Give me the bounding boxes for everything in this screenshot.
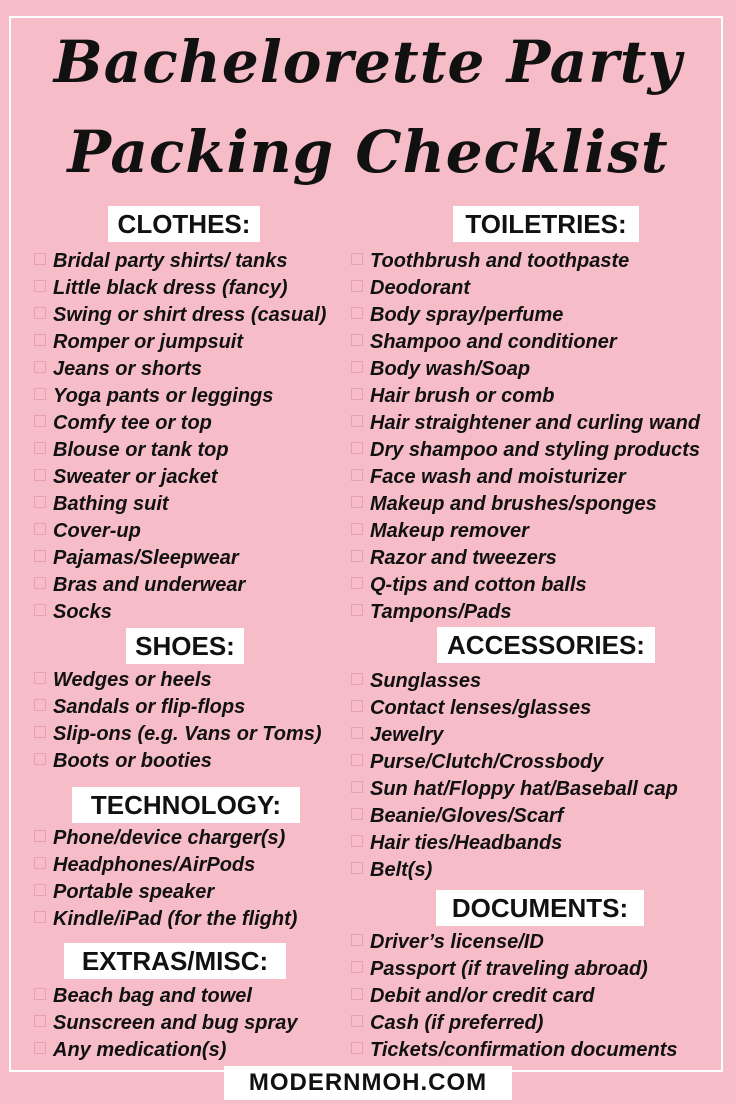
checklist-item[interactable] — [351, 983, 677, 1010]
checklist-item-label: Body wash/Soap — [370, 358, 531, 380]
checklist-item-label: Face wash and moisturizer — [370, 466, 626, 488]
checklist-item[interactable] — [351, 329, 700, 356]
checklist-item-label: Debit and/or credit card — [370, 985, 595, 1007]
checklist-item[interactable] — [351, 356, 700, 383]
checkbox[interactable] — [351, 1042, 363, 1054]
checkbox[interactable] — [34, 884, 46, 896]
checklist-item-label: Makeup and brushes/sponges — [370, 493, 657, 515]
checklist-item[interactable] — [34, 748, 322, 775]
checklist-item[interactable] — [34, 302, 326, 329]
checklist-item[interactable] — [34, 545, 326, 572]
checklist-item[interactable] — [34, 983, 298, 1010]
checklist-item[interactable] — [351, 749, 678, 776]
title-line-2: Packing Checklist — [67, 118, 669, 186]
checklist-item[interactable] — [351, 518, 700, 545]
checklist-item-label: Toothbrush and toothpaste — [370, 250, 630, 272]
checklist-item-label: Tampons/Pads — [370, 601, 512, 623]
checkbox[interactable] — [351, 727, 363, 739]
checklist-item[interactable] — [34, 383, 326, 410]
checklist-item-label: Bras and underwear — [53, 574, 246, 596]
checkbox[interactable] — [351, 862, 363, 874]
checkbox[interactable] — [34, 830, 46, 842]
checklist-item[interactable] — [351, 302, 700, 329]
checklist-item[interactable] — [34, 879, 297, 906]
checklist-item-label: Driver’s license/ID — [370, 931, 544, 953]
title-line-1: Bachelorette Party — [53, 28, 683, 96]
checkbox[interactable] — [351, 550, 363, 562]
checkbox[interactable] — [34, 334, 46, 346]
checkbox[interactable] — [34, 496, 46, 508]
checklist-item-label: Sweater or jacket — [53, 466, 218, 488]
checklist-item-label: Cover-up — [53, 520, 141, 542]
checklist-item[interactable] — [34, 275, 326, 302]
checklist-item-label: Socks — [53, 601, 112, 623]
checklist-item-label: Q-tips and cotton balls — [370, 574, 587, 596]
checkbox[interactable] — [34, 672, 46, 684]
checklist-item-label: Wedges or heels — [53, 669, 212, 691]
checklist-item-label: Body spray/perfume — [370, 304, 564, 326]
checklist-item[interactable] — [351, 1037, 677, 1064]
checklist-item-label: Shampoo and conditioner — [370, 331, 617, 353]
checklist-item-label: Beach bag and towel — [53, 985, 252, 1007]
checklist-item[interactable] — [34, 248, 326, 275]
checklist-item[interactable] — [351, 776, 678, 803]
checklist-item[interactable] — [351, 857, 678, 884]
checkbox[interactable] — [34, 604, 46, 616]
checklist-item-label: Jeans or shorts — [53, 358, 202, 380]
checkbox[interactable] — [34, 726, 46, 738]
checklist-item[interactable] — [34, 694, 322, 721]
checkbox[interactable] — [34, 253, 46, 265]
checklist-item[interactable] — [34, 721, 322, 748]
checklist-item-label: Romper or jumpsuit — [53, 331, 244, 353]
checklist-item-label: Portable speaker — [53, 881, 215, 903]
documents-heading: DOCUMENTS: — [436, 890, 644, 926]
checklist-item-label: Yoga pants or leggings — [53, 385, 274, 407]
checklist-item-label: Razor and tweezers — [370, 547, 557, 569]
checklist-item[interactable] — [351, 572, 700, 599]
checklist-item[interactable] — [34, 599, 326, 626]
checklist-item-label: Purse/Clutch/Crossbody — [370, 751, 604, 773]
checklist-item[interactable] — [34, 852, 297, 879]
checklist-item-label: Phone/device charger(s) — [53, 827, 286, 849]
checkbox[interactable] — [351, 1015, 363, 1027]
checklist-item-label: Cash (if preferred) — [370, 1012, 544, 1034]
checklist-item-label: Slip-ons (e.g. Vans or Toms) — [53, 723, 322, 745]
checklist-item-label: Bathing suit — [53, 493, 169, 515]
checkbox[interactable] — [34, 469, 46, 481]
checkbox[interactable] — [34, 280, 46, 292]
checkbox[interactable] — [351, 604, 363, 616]
checkbox[interactable] — [351, 334, 363, 346]
checklist-item-label: Sunglasses — [370, 670, 482, 692]
extras-list — [34, 983, 298, 1064]
footer-url: MODERNMOH.COM — [224, 1066, 512, 1100]
checkbox[interactable] — [351, 988, 363, 1000]
checklist-item-label: Boots or booties — [53, 750, 212, 772]
checkbox[interactable] — [34, 911, 46, 923]
checklist-item[interactable] — [351, 695, 678, 722]
checkbox[interactable] — [351, 754, 363, 766]
toiletries-heading: TOILETRIES: — [453, 206, 639, 242]
checklist-item-label: Jewelry — [370, 724, 444, 746]
checklist-item[interactable] — [34, 410, 326, 437]
checkbox[interactable] — [351, 307, 363, 319]
checklist-item-label: Beanie/Gloves/Scarf — [370, 805, 564, 827]
checklist-item-label: Any medication(s) — [53, 1039, 227, 1061]
checkbox[interactable] — [351, 808, 363, 820]
checklist-item[interactable] — [351, 410, 700, 437]
checklist-item[interactable] — [351, 929, 677, 956]
checklist-item[interactable] — [351, 668, 678, 695]
checkbox[interactable] — [34, 307, 46, 319]
checklist-item-label: Bridal party shirts/ tanks — [53, 250, 288, 272]
checklist-item-label: Little black dress (fancy) — [53, 277, 288, 299]
checklist-item[interactable] — [351, 491, 700, 518]
checkbox[interactable] — [351, 577, 363, 589]
clothes-list — [34, 248, 326, 626]
checklist-item-label: Blouse or tank top — [53, 439, 229, 461]
checkbox[interactable] — [351, 781, 363, 793]
checklist-item[interactable] — [34, 667, 322, 694]
checkbox[interactable] — [351, 835, 363, 847]
checkbox[interactable] — [34, 361, 46, 373]
checkbox[interactable] — [351, 496, 363, 508]
checkbox[interactable] — [34, 550, 46, 562]
checklist-item-label: Swing or shirt dress (casual) — [53, 304, 327, 326]
checklist-item-label: Comfy tee or top — [53, 412, 212, 434]
checklist-item-label: Sun hat/Floppy hat/Baseball cap — [370, 778, 678, 800]
checkbox[interactable] — [351, 469, 363, 481]
checkbox[interactable] — [34, 857, 46, 869]
checkbox[interactable] — [351, 700, 363, 712]
checklist-item[interactable] — [34, 825, 297, 852]
checkbox[interactable] — [34, 415, 46, 427]
checklist-item-label: Tickets/confirmation documents — [370, 1039, 678, 1061]
checklist-item-label: Hair straightener and curling wand — [370, 412, 701, 434]
clothes-heading: CLOTHES: — [108, 206, 260, 242]
checkbox[interactable] — [351, 388, 363, 400]
shoes-heading: SHOES: — [126, 628, 244, 664]
checklist-item[interactable] — [351, 437, 700, 464]
checklist-item-label: Sandals or flip-flops — [53, 696, 246, 718]
checklist-item-label: Passport (if traveling abroad) — [370, 958, 648, 980]
checklist-item[interactable] — [34, 491, 326, 518]
checkbox[interactable] — [34, 577, 46, 589]
checkbox[interactable] — [351, 415, 363, 427]
checklist-item[interactable] — [351, 599, 700, 626]
shoes-list — [34, 667, 322, 775]
checkbox[interactable] — [351, 673, 363, 685]
checklist-item-label: Belt(s) — [370, 859, 433, 881]
checklist-item[interactable] — [351, 275, 700, 302]
checkbox[interactable] — [351, 280, 363, 292]
checklist-item[interactable] — [34, 572, 326, 599]
checklist-item-label: Contact lenses/glasses — [370, 697, 592, 719]
technology-list — [34, 825, 297, 933]
checklist-item[interactable] — [34, 906, 297, 933]
checklist-item-label: Sunscreen and bug spray — [53, 1012, 298, 1034]
checkbox[interactable] — [34, 1015, 46, 1027]
checkbox[interactable] — [34, 442, 46, 454]
checkbox[interactable] — [34, 388, 46, 400]
checklist-item[interactable] — [351, 383, 700, 410]
checklist-item-label: Dry shampoo and styling products — [370, 439, 701, 461]
checkbox[interactable] — [34, 988, 46, 1000]
checklist-item[interactable] — [34, 356, 326, 383]
checkbox[interactable] — [34, 699, 46, 711]
checklist-item-label: Hair brush or comb — [370, 385, 555, 407]
toiletries-list — [351, 248, 700, 626]
checklist-item[interactable] — [351, 464, 700, 491]
checklist-item[interactable] — [34, 464, 326, 491]
technology-heading: TECHNOLOGY: — [72, 787, 300, 823]
checkbox[interactable] — [351, 361, 363, 373]
checkbox[interactable] — [351, 523, 363, 535]
checkbox[interactable] — [34, 1042, 46, 1054]
accessories-heading: ACCESSORIES: — [437, 627, 655, 663]
checklist-item-label: Deodorant — [370, 277, 470, 299]
checklist-item-label: Headphones/AirPods — [53, 854, 256, 876]
checkbox[interactable] — [34, 523, 46, 535]
checkbox[interactable] — [34, 753, 46, 765]
checklist-item[interactable] — [351, 722, 678, 749]
checklist-item[interactable] — [351, 248, 700, 275]
checkbox[interactable] — [351, 961, 363, 973]
checkbox[interactable] — [351, 253, 363, 265]
checklist-item[interactable] — [351, 830, 678, 857]
checklist-item[interactable] — [34, 329, 326, 356]
checkbox[interactable] — [351, 934, 363, 946]
extras-heading: EXTRAS/MISC: — [64, 943, 286, 979]
checklist-item-label: Kindle/iPad (for the flight) — [53, 908, 298, 930]
checklist-item[interactable] — [351, 1010, 677, 1037]
checklist-item[interactable] — [34, 1037, 298, 1064]
checkbox[interactable] — [351, 442, 363, 454]
checklist-item[interactable] — [34, 518, 326, 545]
checklist-item[interactable] — [351, 803, 678, 830]
checklist-item-label: Hair ties/Headbands — [370, 832, 563, 854]
accessories-list — [351, 668, 678, 884]
checklist-item[interactable] — [351, 956, 677, 983]
checklist-item[interactable] — [34, 1010, 298, 1037]
checklist-item-label: Pajamas/Sleepwear — [53, 547, 239, 569]
checklist-item[interactable] — [34, 437, 326, 464]
checklist-item-label: Makeup remover — [370, 520, 529, 542]
documents-list — [351, 929, 677, 1064]
checklist-item[interactable] — [351, 545, 700, 572]
